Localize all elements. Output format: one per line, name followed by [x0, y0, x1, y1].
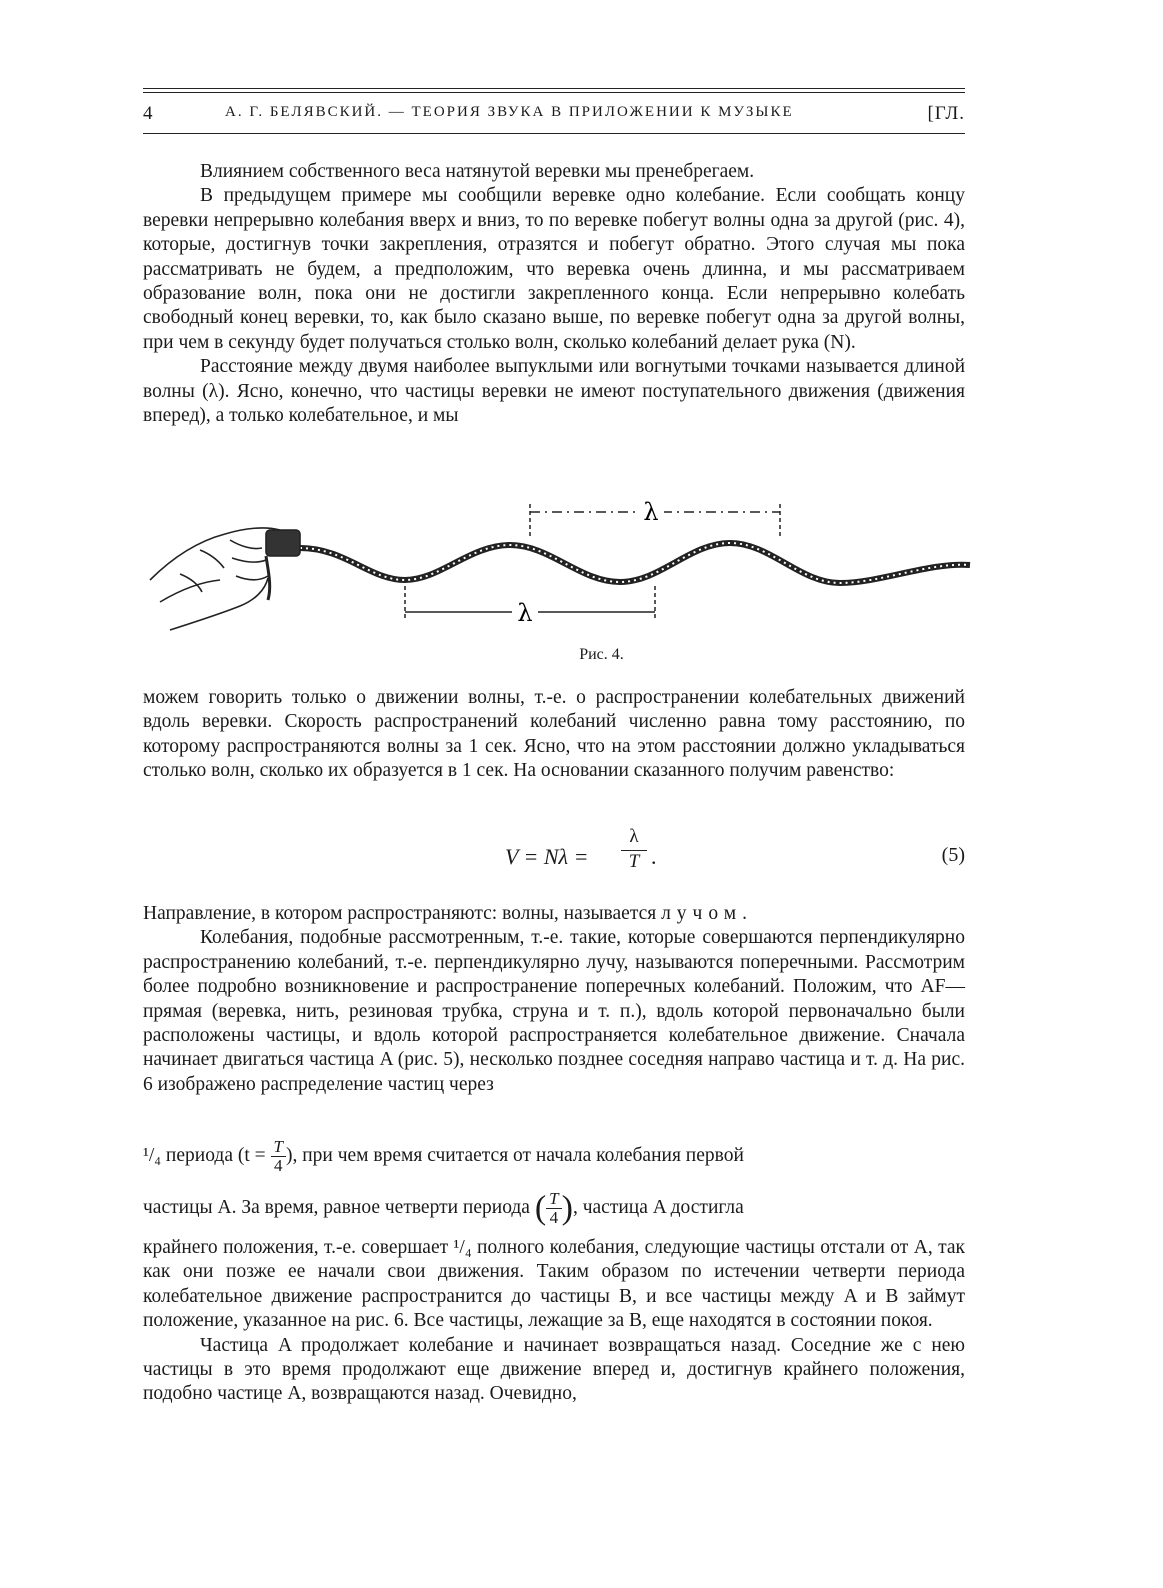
quarter-period-pre: ¹/₄ периода (t =: [143, 1144, 266, 1166]
particle-line-pre: частицы A. За время, равное четверти периода: [143, 1196, 530, 1218]
paragraph-1: Влиянием собственного веса натянутой веревки мы пренебрегаем.: [200, 161, 755, 182]
line-particle-a: [143, 1190, 965, 1227]
text-block-1: [143, 160, 965, 428]
paragraph-3: Расстояние между двумя наиболее выпуклыми или вогнутыми точками называется длиной волны (λ). Ясно, конечно, что частицы веревки не имеют поступательного движения (движения вперед), а только колебательное, и мы: [143, 356, 965, 427]
fraction-den-2: 4: [549, 1208, 559, 1227]
right-paren: ): [561, 1189, 573, 1227]
paragraph-6a: Колебания, подобные рассмотренным, т.-е. такие, которые совершаются перпендикулярно распространению колебаний, т.-е. перпендикулярно лучу, называются поперечными. Рассмотрим более подробно возникновение и распространение поперечных колебаний. Положим, что AF—прямая (веревка, нить, резиновая трубка, струна и т. п.), вдоль которой первоначально были расположены частицы, и вдоль которой распространяется колебательное движение. Сначала начинает двигаться частица A (рис. 5), несколько позднее соседняя направо частица и т. д. На рис. 6 изображено распределение частиц через: [143, 927, 965, 1095]
paragraph-6b: крайнего положения, т.-е. совершает ¹/₄ полного колебания, следующие частицы отстали от A, так как они позже ее начали свои движения. Таким образом по истечении четверти периода колебательное движение распространится до частицы B, и все частицы между A и B займут положение, указанное на рис. 6. Все частицы, лежащие за B, еще находятся в состоянии покоя.: [143, 1237, 965, 1332]
text-block-4: [143, 1236, 965, 1407]
quarter-period-post: ), при чем время считается от начала колебания первой: [285, 1144, 744, 1166]
chapter-mark: [ГЛ.: [927, 103, 965, 124]
paragraph-2: В предыдущем примере мы сообщили веревке одно колебание. Если сообщать концу веревки непрерывно колебания вверх и вниз, то по веревке побегут волны одна за другой (рис. 4), которые, достигнув точки закрепления, отразятся и побегут обратно. Этого случая мы пока рассматривать не будем, а предположим, что веревка очень длинна, и мы рассматриваем образование волн, пока они не достигли закрепленного конца. Если непрерывно колебать свободный конец веревки, то, как было сказано выше, по веревке побегут одна за другой волны, при чем в секунду будет получаться столько волн, сколько колебаний делает рука (N).: [143, 185, 965, 353]
lambda-top-label: λ: [643, 498, 659, 526]
running-title: А. Г. БЕЛЯВСКИЙ. — ТЕОРИЯ ЗВУКА В ПРИЛОЖЕНИИ К МУЗЫКЕ: [225, 104, 794, 120]
formula-fraction: [619, 826, 649, 875]
t-over-4-fraction-2: [546, 1190, 561, 1227]
equation-number: (5): [941, 844, 965, 866]
rope-wave: [300, 543, 970, 583]
formula-end: .: [651, 844, 657, 869]
lambda-bottom-label: λ: [517, 599, 533, 627]
header-rule-bottom: [143, 133, 965, 134]
text-block-2: [143, 686, 965, 784]
formula-lhs: V = Nλ =: [505, 844, 589, 869]
text-block-3: [143, 902, 965, 1097]
running-head: [143, 103, 965, 129]
formula-5: [143, 826, 965, 882]
paragraph-5-text: Направление, в котором распространяютс: волны, называется: [143, 903, 657, 924]
figure-wave-rope: [140, 490, 980, 640]
hand-illustration: [150, 528, 300, 630]
t-over-4-fraction: [271, 1138, 286, 1175]
line-quarter-period: [143, 1138, 965, 1175]
header-rule-top-thin: [143, 92, 965, 93]
fraction-num-2: T: [546, 1190, 561, 1209]
figure-caption-text: Рис. 4.: [579, 646, 624, 663]
left-paren: (: [534, 1189, 547, 1227]
paragraph-5: [143, 902, 965, 926]
paragraph-4: можем говорить только о движении волны, т.-е. о распространении колебательных движений вдоль веревки. Скорость распространений колебаний численно равна тому расстоянию, по которому распространяются волны за 1 сек. Ясно, что на этом расстоянии должно укладываться столько волн, сколько их образуется в 1 сек. На основании сказанного получим равенство:: [143, 687, 965, 782]
page-number: 4: [143, 103, 153, 124]
formula-denominator: T: [628, 851, 640, 872]
particle-line-post: , частица A достигла: [572, 1196, 744, 1218]
fraction-den: 4: [274, 1156, 283, 1175]
paragraph-7: Частица A продолжает колебание и начинает возвращаться назад. Соседние же с нею частицы в это время продолжают еще движение вперед и, достигнув крайнего положения, подобно частице A, возвращаются назад. Очевидно,: [143, 1334, 965, 1405]
term-ray: лучом.: [661, 903, 753, 924]
header-rule-top: [143, 88, 965, 89]
figure-caption: [0, 646, 1163, 664]
formula-numerator: λ: [629, 826, 639, 847]
fraction-num: T: [271, 1138, 286, 1157]
